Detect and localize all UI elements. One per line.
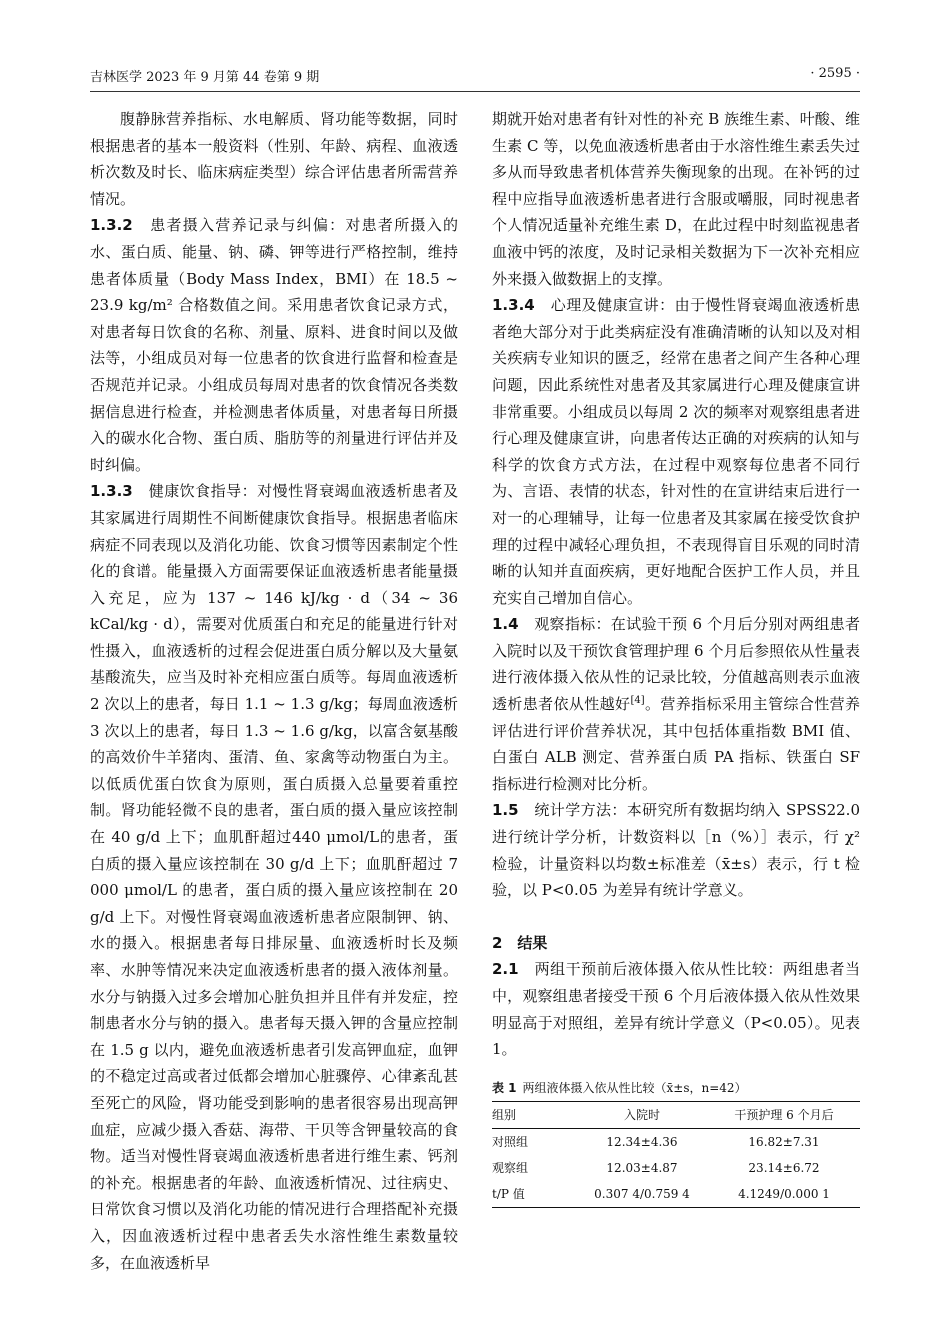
section-1-3-2 xyxy=(90,212,458,478)
paragraph-nutrition-assessment: 腹静脉营养指标、水电解质、肾功能等数据，同时根据患者的基本一般资料（性别、年龄、病程、血液透析次数及时长、临床病症类型）综合评估患者所需营养情况。 xyxy=(90,110,458,208)
header-rule xyxy=(90,91,860,92)
table-cell: 4.1249/0.000 1 xyxy=(738,1186,830,1201)
section-text: 统计学方法：本研究所有数据均纳入 SPSS22.0 进行统计学分析，计数资料以［n（%）］表示，行 χ² 检验，计量资料以均数±标准差（x̄±s）表示，行 t 检验，以 P<0.05 为差异有统计学意义。 xyxy=(492,801,860,900)
table-title: 两组液体摄入依从性比较（x̄±s，n=42） xyxy=(522,1080,747,1095)
section-text-cont: 。营养指标采用主管综合性营养评估进行评价营养状况，其中包括体重指数 BMI 值、白蛋白 ALB 测定、营养蛋白质 PA 指标、铁蛋白 SF 指标进行检测对比分析。 xyxy=(492,695,860,793)
section-number: 2.1 xyxy=(492,960,519,979)
table-cell: 0.307 4/0.759 4 xyxy=(594,1186,690,1201)
section-1-5 xyxy=(492,797,860,903)
section-text: 患者摄入营养记录与纠偏：对患者所摄入的水、蛋白质、能量、钠、磷、钾等进行严格控制，维持患者体质量（Body Mass Index，BMI）在 18.5 ~ 23.9 kg/m² 合格数值之间。采用患者饮食记录方式，对患者每日饮食的名称、剂量、原料、进食时间以及做法等，小组成员对每一位患者的饮食进行监督和检查是否规范并记录。小组成员每周对患者的饮食情况各类数据信息进行检查，并检测患者体质量，对患者每日所摄入的碳水化合物、蛋白质、脂肪等的剂量进行评估并及时纠偏。 xyxy=(90,216,458,474)
section-1-3-3 xyxy=(90,478,458,1276)
running-header xyxy=(90,66,860,88)
table-row xyxy=(492,1181,860,1208)
table-cell: 对照组 xyxy=(492,1134,529,1149)
section-1-4 xyxy=(492,611,860,797)
section-text: 两组干预前后液体摄入依从性比较：两组患者当中，观察组患者接受干预 6 个月后液体摄入依从性效果明显高于对照组，差异有统计学意义（P<0.05）。见表 1。 xyxy=(492,960,860,1059)
heading-results: 2 结果 xyxy=(492,933,548,952)
section-2-1 xyxy=(492,956,860,1062)
table-1 xyxy=(492,1079,860,1208)
table-cell: 观察组 xyxy=(492,1160,529,1175)
section-text: 观察指标：在试验干预 6 个月后分别对两组患者入院时以及干预饮食管理护理 6 个月后参照依从性量表进行液体摄入依从性的记录比较，分值越高则表示血液透析患者依从性越好 xyxy=(492,615,860,714)
table-cell: t/P 值 xyxy=(492,1186,525,1201)
page-number: · 2595 · xyxy=(810,66,860,81)
table-cell: 12.34±4.36 xyxy=(606,1134,678,1149)
section-text: 心理及健康宣讲：由于慢性肾衰竭血液透析患者绝大部分对于此类病症没有准确清晰的认知以及对相关疾病专业知识的匮乏，经常在患者之间产生各种心理问题，因此系统性对患者及其家属进行心理及健康宣讲非常重要。小组成员以每周 2 次的频率对观察组患者进行心理及健康宣讲，向患者传达正确的对疾病的认知与科学的饮食方式方法，在过程中观察每位患者不同行为、言语、表情的状态，针对性的在宣讲结束后进行一对一的心理辅导，让每一位患者及其家属在接受饮食护理的过程中减轻心理负担，不表现得盲目乐观的同时清晰的认知并直面疾病，更好地配合医护工作人员，并且充实自己增加自信心。 xyxy=(492,296,860,607)
citation-ref: [4] xyxy=(630,695,645,707)
column-header: 干预护理 6 个月后 xyxy=(734,1107,834,1122)
table-row xyxy=(492,1128,860,1155)
column-header: 组别 xyxy=(492,1107,517,1122)
table-caption xyxy=(492,1079,860,1097)
table-label: 表 1 xyxy=(492,1080,517,1095)
table-cell: 16.82±7.31 xyxy=(748,1134,820,1149)
table-cell: 23.14±6.72 xyxy=(748,1160,820,1175)
section-number: 1.5 xyxy=(492,801,519,820)
table-header-row xyxy=(492,1101,860,1128)
section-number: 1.4 xyxy=(492,615,519,634)
paragraph-continued: 期就开始对患者有针对性的补充 B 族维生素、叶酸、维生素 C 等，以免血液透析患者由于水溶性维生素丢失过多从而导致患者机体营养失衡现象的出现。在补钙的过程中应指导血液透析患者进行含服或嚼服，同时视患者个人情况适量补充维生素 D，在此过程中时刻监视患者血液中钙的浓度，及时记录相关数据为下一次补充相应外来摄入做数据上的支撑。 xyxy=(492,110,860,288)
right-column xyxy=(492,106,860,1208)
section-1-3-4 xyxy=(492,292,860,611)
section-number: 1.3.3 xyxy=(90,482,133,501)
left-column xyxy=(90,106,458,1276)
column-header: 入院时 xyxy=(623,1107,660,1122)
section-text: 健康饮食指导：对慢性肾衰竭血液透析患者及其家属进行周期性不间断健康饮食指导。根据患者临床病症不同表现以及消化功能、饮食习惯等因素制定个性化的食谱。能量摄入方面需要保证血液透析患者能量摄入充足，应为 137 ~ 146 kJ/kg · d（34 ~ 36 kCal/kg · d），需要对优质蛋白和充足的能量进行针对性摄入，血液透析的过程会促进蛋白质分解以及大量氨基酸流失，应当及时补充相应蛋白质等。每周血液透析 2 次以上的患者，每日 1.1 ~ 1.3 g/kg；每周血液透析 3 次以上的患者，每日 1.3 ~ 1.6 g/kg，以富含氨基酸的高效价牛羊猪肉、蛋清、鱼、家禽等动物蛋白为主。以低质优蛋白饮食为原则，蛋白质摄入总量要着重控制。肾功能轻微不良的患者，蛋白质的摄入量应该控制在 40 g/d 上下；血肌酐超过440 μmol/L的患者，蛋白质的摄入量应该控制在 30 g/d 上下；血肌酐超过 7 000 μmol/L 的患者，蛋白质的摄入量应该控制在 20 g/d 上下。对慢性肾衰竭血液透析患者应限制钾、钠、水的摄入。根据患者每日排尿量、血液透析时长及频率、水肿等情况来决定血液透析患者的摄入液体剂量。水分与钠摄入过多会增加心脏负担并且伴有并发症，控制患者水分与钠的摄入。患者每天摄入钾的含量应控制在 1.5 g 以内，避免血液透析患者引发高钾血症，血钾的不稳定过高或者过低都会增加心脏骤停、心律紊乱甚至死亡的风险，肾功能受到影响的患者很容易出现高钾血症，应减少摄入香菇、海带、干贝等含钾量较高的食物。适当对慢性肾衰竭血液透析患者进行维生素、钙剂的补充。根据患者的年龄、血液透析情况、过往病史、日常饮食习惯以及消化功能的情况进行合理搭配补充摄入，因血液透析过程中患者丢失水溶性维生素数量较多，在血液透析早 xyxy=(90,482,458,1272)
section-number: 1.3.4 xyxy=(492,296,535,315)
section-number: 1.3.2 xyxy=(90,216,133,235)
journal-info: 吉林医学 2023 年 9 月第 44 卷第 9 期 xyxy=(90,70,320,85)
data-table xyxy=(492,1101,860,1208)
table-row xyxy=(492,1155,860,1181)
table-cell: 12.03±4.87 xyxy=(606,1160,678,1175)
